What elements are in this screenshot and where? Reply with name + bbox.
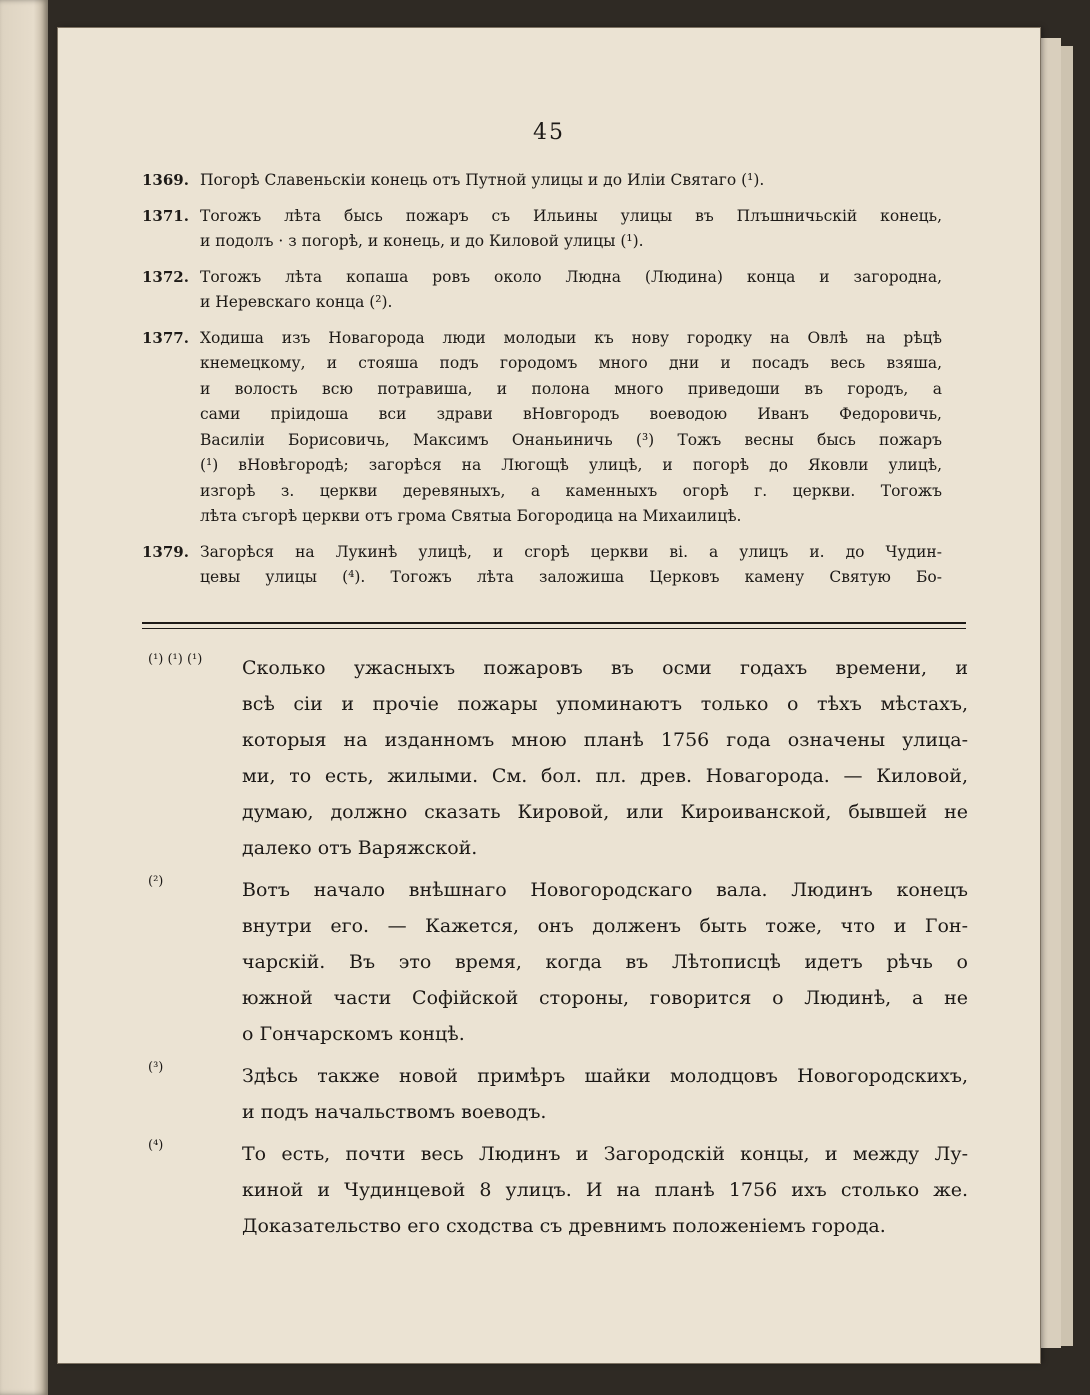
page-number: 45 (533, 120, 565, 145)
entry-line: Тогожъ лѣта бысь пожаръ съ Ильины улицы въ Плъшничьскій конець, (200, 206, 942, 225)
entry-line: и подолъ · з погорѣ, и конець, и до Киловой улицы (¹). (200, 232, 644, 250)
chronicle-entry (142, 204, 942, 255)
entry-line: Ходиша изъ Новагорода люди молодыи къ нову городку на Овлѣ на рѣцѣ (200, 328, 942, 347)
footnote-line: о Гончарскомъ концѣ. (242, 1023, 465, 1045)
chronicle-entry (142, 540, 942, 591)
footnote (148, 650, 968, 866)
book-page (58, 28, 1040, 1363)
footnote-line: которыя на изданномъ мною планѣ 1756 года означены улица- (242, 729, 968, 751)
footnote-line: Здѣсь также новой примѣръ шайки молодцовъ Новогородскихъ, (242, 1065, 968, 1087)
divider-rule (142, 622, 966, 624)
footnote-line: чарскій. Въ это время, когда въ Лѣтописцѣ идетъ рѣчь о (242, 951, 968, 973)
entry-year: 1379. (142, 542, 189, 561)
entry-year: 1377. (142, 328, 189, 347)
entry-line: цевы улицы (⁴). Тогожъ лѣта заложиша Церковъ камену Святую Бо- (200, 568, 942, 586)
footnote-line: Вотъ начало внѣшнаго Новогородскаго вала. Людинъ конецъ (242, 879, 968, 901)
footnote-line: киной и Чудинцевой 8 улицъ. И на планѣ 1756 ихъ столько же. (242, 1179, 968, 1201)
entry-year: 1371. (142, 206, 189, 225)
entry-line: кнемецкому, и стояша подъ городомъ много дни и посадъ весь взяша, (200, 354, 942, 372)
chronicle-text (142, 168, 942, 601)
footnote-mark: (⁴) (148, 1138, 164, 1153)
entry-line: Погорѣ Славеньскіи конець отъ Путной улицы и до Иліи Святаго (¹). (200, 171, 765, 189)
footnote-line: Сколько ужасныхъ пожаровъ въ осми годахъ времени, и (242, 657, 968, 679)
entry-line: Василіи Борисовичь, Максимъ Онаньиничь (³) Тожъ весны бысь пожаръ (200, 430, 942, 449)
footnote-line: Доказательство его сходства съ древнимъ положеніемъ города. (242, 1215, 886, 1237)
entry-line: изгорѣ з. церкви деревяныхъ, а каменныхъ огорѣ г. церкви. Тогожъ (200, 481, 942, 500)
footnote-mark: (²) (148, 874, 164, 889)
divider-rule (142, 628, 966, 629)
footnotes (148, 650, 968, 1250)
chronicle-entry (142, 168, 942, 194)
footnote-line: То есть, почти весь Людинъ и Загородскій концы, и между Лу- (242, 1143, 968, 1165)
previous-page-edge (0, 0, 48, 1395)
footnote-line: южной части Софійской стороны, говорится о Людинѣ, а не (242, 987, 968, 1009)
footnote-line: ми, то есть, жилыми. См. бол. пл. древ. Новагорода. — Киловой, (242, 765, 968, 787)
footnote (148, 872, 968, 1052)
footnote-line: думаю, должно сказать Кировой, или Кироиванской, бывшей не (242, 801, 968, 823)
footnote-mark: (³) (148, 1060, 164, 1075)
entry-line: и волость всю потравиша, и полона много приведоши въ городъ, а (200, 379, 942, 398)
entry-line: сами пріидоша вси здрави вНовгородъ воеводою Иванъ Федоровичь, (200, 405, 942, 423)
footnote (148, 1136, 968, 1244)
footnote-line: далеко отъ Варяжской. (242, 837, 478, 859)
entry-line: лѣта съгорѣ церкви отъ грома Святыа Богородица на Михаилицѣ. (200, 507, 742, 525)
footnote (148, 1058, 968, 1130)
entry-line: Загорѣся на Лукинѣ улицѣ, и сгорѣ церкви ві. а улицъ и. до Чудин- (200, 542, 942, 561)
entry-line: и Неревскаго конца (²). (200, 293, 393, 311)
footnote-line: всѣ сіи и прочіе пожары упоминаютъ только о тѣхъ мѣстахъ, (242, 693, 968, 715)
entry-line: (¹) вНовѣгородѣ; загорѣся на Люгощѣ улицѣ, и погорѣ до Яковли улицѣ, (200, 456, 942, 474)
chronicle-entry (142, 265, 942, 316)
footnote-line: и подъ начальствомъ воеводъ. (242, 1101, 547, 1123)
entry-year: 1369. (142, 171, 189, 189)
entry-year: 1372. (142, 267, 189, 286)
footnote-mark: (¹) (¹) (¹) (148, 652, 203, 667)
footnote-line: внутри его. — Кажется, онъ долженъ быть тоже, что и Гон- (242, 915, 968, 937)
chronicle-entry (142, 326, 942, 530)
entry-line: Тогожъ лѣта копаша ровъ около Людна (Людина) конца и загородна, (200, 267, 942, 286)
